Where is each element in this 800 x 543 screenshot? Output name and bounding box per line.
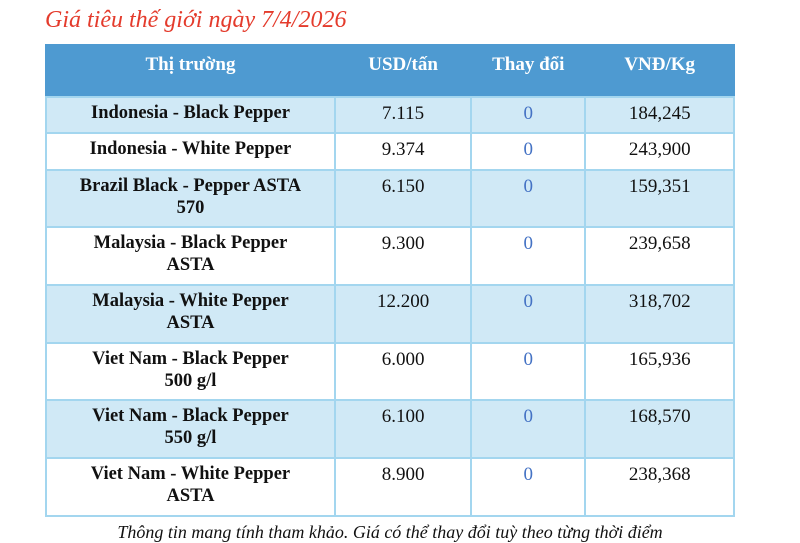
table-row (46, 400, 734, 458)
vnd-column-header: VNĐ/Kg (585, 45, 734, 97)
market-cell (46, 458, 335, 516)
vnd-cell: 243,900 (585, 133, 734, 169)
market-label: Malaysia - Black Pepper ASTA (93, 233, 288, 276)
change-cell: 0 (471, 343, 585, 401)
market-label: Viet Nam - Black Pepper 500 g/l (92, 348, 289, 391)
vnd-cell: 159,351 (585, 170, 734, 228)
usd-cell: 6.100 (335, 400, 471, 458)
change-cell: 0 (471, 285, 585, 343)
market-cell (46, 133, 335, 169)
usd-cell: 9.300 (335, 227, 471, 285)
vnd-cell: 184,245 (585, 97, 734, 133)
market-cell (46, 343, 335, 401)
market-cell (46, 400, 335, 458)
market-label: Viet Nam - Black Pepper 550 g/l (92, 406, 289, 449)
page-title: Giá tiêu thế giới ngày 7/4/2026 (45, 7, 347, 33)
market-cell (46, 227, 335, 285)
vnd-cell: 318,702 (585, 285, 734, 343)
usd-cell: 9.374 (335, 133, 471, 169)
vnd-cell: 239,658 (585, 227, 734, 285)
market-label: Malaysia - White Pepper ASTA (92, 291, 289, 333)
market-cell (46, 170, 335, 228)
change-cell: 0 (471, 458, 585, 516)
footnote: Thông tin mang tính tham khảo. Giá có thể thay đổi tuỳ theo từng thời điểm (117, 521, 663, 542)
usd-column-header: USD/tấn (335, 45, 471, 97)
change-cell: 0 (471, 227, 585, 285)
usd-cell: 6.000 (335, 343, 471, 401)
table-body (46, 97, 734, 516)
change-cell: 0 (471, 133, 585, 169)
table-row (46, 343, 734, 401)
change-cell: 0 (471, 170, 585, 228)
vnd-cell: 168,570 (585, 400, 734, 458)
usd-cell: 7.115 (335, 97, 471, 133)
market-label: Indonesia - Black Pepper (91, 103, 290, 123)
change-column-header: Thay đổi (471, 45, 585, 97)
table-row (46, 227, 734, 285)
table-row (46, 458, 734, 516)
market-label: Indonesia - White Pepper (89, 139, 292, 160)
pepper-price-table (45, 44, 735, 517)
market-column-header: Thị trường (46, 45, 335, 97)
vnd-cell: 165,936 (585, 343, 734, 401)
market-label: Brazil Black - Pepper ASTA 570 (79, 175, 302, 218)
table-header-row (46, 45, 734, 97)
vnd-cell: 238,368 (585, 458, 734, 516)
table-row (46, 285, 734, 343)
table-row (46, 133, 734, 169)
market-cell (46, 285, 335, 343)
table-row (46, 170, 734, 228)
usd-cell: 8.900 (335, 458, 471, 516)
usd-cell: 6.150 (335, 170, 471, 228)
usd-cell: 12.200 (335, 285, 471, 343)
market-label: Viet Nam - White Pepper ASTA (90, 464, 291, 506)
change-cell: 0 (471, 400, 585, 458)
change-cell: 0 (471, 97, 585, 133)
market-cell (46, 97, 335, 133)
table-row (46, 97, 734, 133)
